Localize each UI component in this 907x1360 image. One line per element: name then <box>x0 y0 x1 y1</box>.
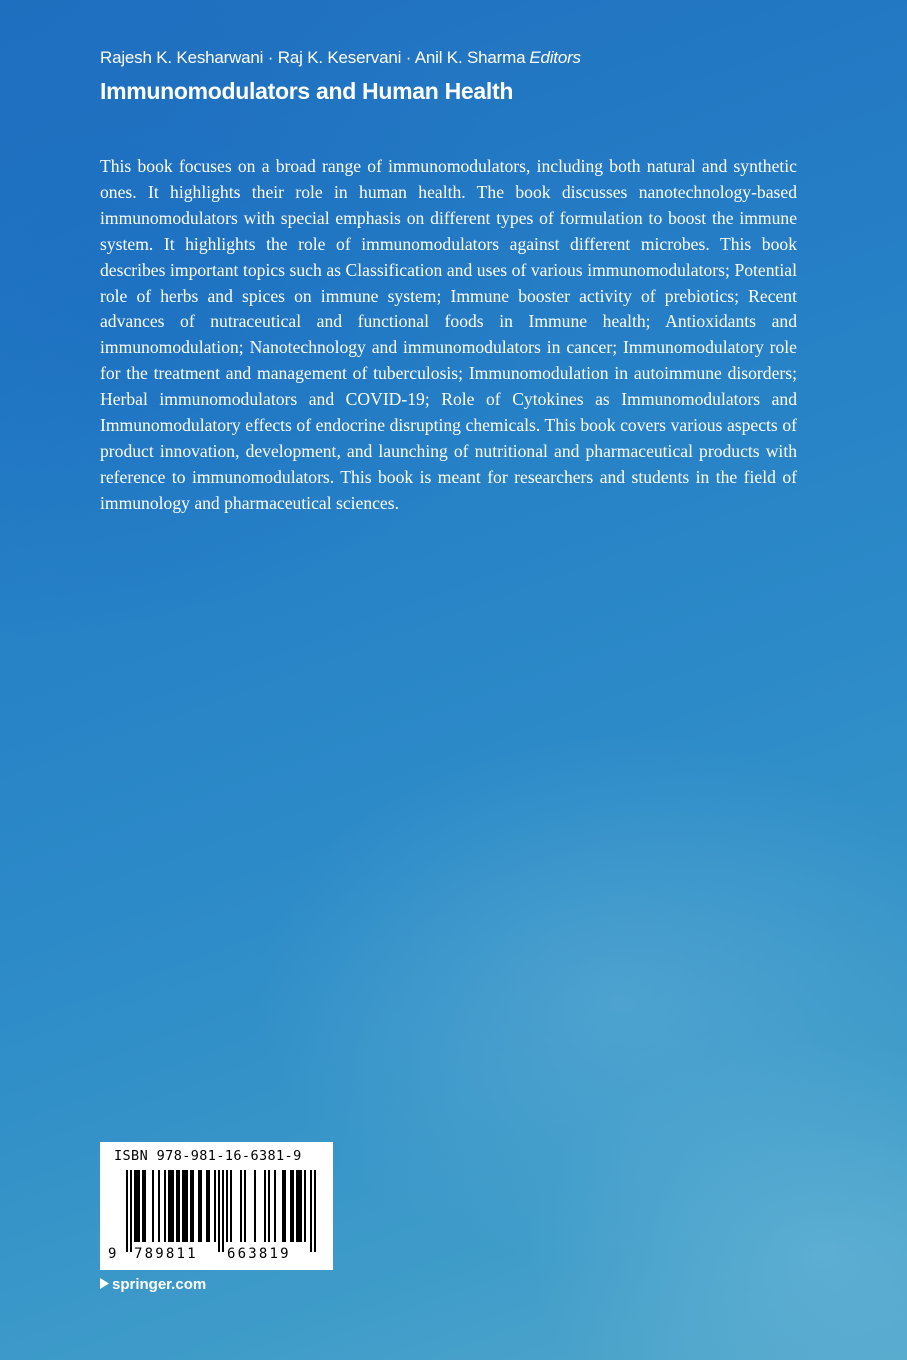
barcode-bar <box>158 1170 160 1242</box>
barcode-bar <box>192 1170 194 1242</box>
editor-names: Rajesh K. Kesharwani · Raj K. Keservani · Anil K. Sharma <box>100 48 526 67</box>
barcode-bar <box>186 1170 188 1242</box>
book-description: This book focuses on a broad range of immunomodulators, including both natural and synthetic ones. It highlights their role in human health. The book discusses nanotechnology-based immunomodulators with special emphasis on different types of formulation to boost the immune system. It highlights the role of immunomodulators against different microbes. This book describes important topics such as Classification and uses of various immunomodulators; Potential role of herbs and spices on immune system; Immune booster activity of prebiotics; Recent advances of nutraceutical and functional foods in Immune health; Antioxidants and immunomodulation; Nanotechnology and immunomodulators in cancer; Immunomodulatory role for the treatment and management of tuberculosis; Immunomodulation in autoimmune disorders; Herbal immunomodulators and COVID-19; Role of Cytokines as Immunomodulators and Immunomodulatory effects of endocrine disrupting chemicals. This book covers various aspects of product innovation, development, and launching of nutritional and pharmaceutical products with reference to immunomodulators. This book is meant for researchers and students in the field of immunology and pharmaceutical sciences. <box>100 156 797 513</box>
barcode-bar <box>182 1170 184 1242</box>
barcode-bar <box>172 1170 174 1242</box>
editors-role: Editors <box>529 48 581 67</box>
barcode-bar <box>274 1170 276 1242</box>
barcode-bar <box>230 1170 232 1242</box>
barcode-bar <box>130 1170 132 1252</box>
barcode-bar <box>184 1170 186 1242</box>
barcode-bar <box>282 1170 284 1242</box>
barcode-bar <box>284 1170 286 1242</box>
barcode-bar <box>254 1170 256 1242</box>
barcode-bar <box>164 1170 166 1242</box>
barcode-bar <box>292 1170 294 1242</box>
book-title: Immunomodulators and Human Health <box>100 78 514 104</box>
barcode-bar <box>206 1170 208 1242</box>
barcode-bar <box>298 1170 300 1242</box>
barcode-bar <box>244 1170 246 1242</box>
isbn-barcode <box>100 1142 333 1270</box>
barcode-bar <box>226 1170 228 1242</box>
publisher-website[interactable] <box>100 1276 206 1293</box>
barcode-bar <box>268 1170 270 1242</box>
barcode-bar <box>214 1170 216 1242</box>
play-arrow-icon <box>100 1276 109 1293</box>
barcode-bars <box>126 1170 316 1256</box>
barcode-bar <box>304 1170 306 1242</box>
barcode-bar <box>200 1170 202 1242</box>
barcode-bar <box>264 1170 266 1242</box>
barcode-bar <box>198 1170 200 1242</box>
barcode-bar <box>290 1170 292 1242</box>
barcode-bar <box>240 1170 242 1242</box>
website-label: springer.com <box>112 1276 207 1293</box>
barcode-bar <box>176 1170 178 1242</box>
isbn-label: ISBN 978-981-16-6381-9 <box>114 1148 302 1164</box>
barcode-lead-digit: 9 <box>108 1246 117 1262</box>
barcode-digits-left: 789811 <box>134 1246 198 1262</box>
barcode-bar <box>218 1170 220 1252</box>
editors-line <box>100 48 581 68</box>
barcode-digits-right: 663819 <box>227 1246 291 1262</box>
barcode-bar <box>168 1170 170 1242</box>
barcode-bar <box>178 1170 180 1242</box>
barcode-bar <box>296 1170 298 1242</box>
barcode-bar <box>300 1170 302 1242</box>
barcode-bar <box>152 1170 154 1242</box>
barcode-bar <box>136 1170 138 1242</box>
barcode-bar <box>144 1170 146 1242</box>
barcode-bar <box>190 1170 192 1242</box>
barcode-bar <box>134 1170 136 1242</box>
barcode-bar <box>314 1170 316 1252</box>
barcode-bar <box>138 1170 140 1242</box>
barcode-bar <box>310 1170 312 1252</box>
barcode-bar <box>222 1170 224 1252</box>
barcode-bar <box>208 1170 210 1242</box>
barcode-bar <box>170 1170 172 1242</box>
barcode-bar <box>126 1170 128 1252</box>
barcode-bar <box>142 1170 144 1242</box>
